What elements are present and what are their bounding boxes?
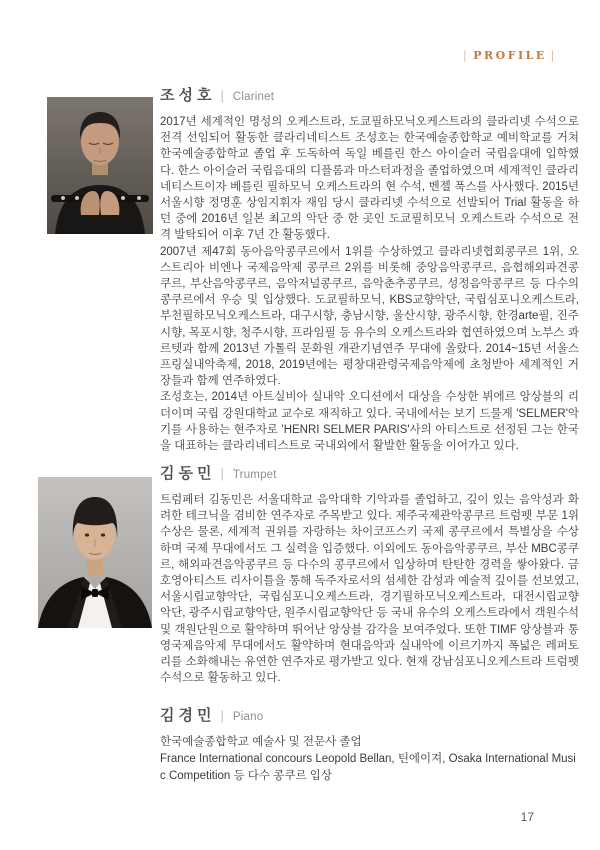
musician-heading: [160, 464, 579, 485]
clarinetist-portrait-photo: [47, 97, 153, 234]
trumpeter-portrait-illustration: [38, 477, 152, 628]
header-bar-right: |: [550, 49, 557, 62]
musician-name: 김경민: [160, 707, 216, 724]
trumpeter-portrait-photo: [38, 477, 152, 628]
musician-heading: [160, 706, 579, 727]
name-separator: |: [220, 88, 224, 103]
name-separator: |: [220, 466, 224, 481]
musician-name: 김동민: [160, 465, 216, 482]
musician-instrument: Trumpet: [232, 469, 277, 481]
header-label-text: PROFILE: [473, 49, 547, 62]
profile-section-pianist: [160, 706, 579, 785]
page-number: 17: [520, 810, 534, 824]
profile-section-trumpeter: [160, 464, 579, 686]
bio-line: France International concours Leopold Bellan, 틴에이져, Osaka International Music Competition 등 다수 콩쿠르 입상: [160, 753, 576, 782]
name-separator: |: [220, 708, 224, 723]
musician-instrument: Piano: [232, 711, 264, 723]
bio-paragraph: 조성호는, 2014년 아트실비아 실내악 오디션에서 대상을 수상한 뷔에르 앙상블의 리더이며 국립 강원대학교 교수로 재직하고 있다. 국내에서는 보기 드물게 'SELMER'악기를 사용하는 현주자로 'HENRI SELMER PARIS'사의 아티스트로 선정된 그는 한국을 대표하는 클라리네티스트로 국내외에서 활발한 활동을 이어가고 있다.: [160, 391, 579, 453]
bio-line: 한국예술종합학교 예술사 및 전문사 졸업: [160, 736, 362, 748]
bio-paragraph: 2007년 제47회 동아음악콩쿠르에서 1위를 수상하였고 클라리넷협회콩쿠르 1위, 오스트리아 비엔나 국제음악제 콩쿠르 2위를 비롯해 중앙음악콩쿠르, 음협해외파견콩쿠르, 부산음악콩쿠르, 음악저널콩쿠르, 음악춘추콩쿠르, 성정음악콩쿠르 등 다수의 콩쿠르에서 우승 및 입상했다. 도쿄필하모닉, KBS교향악단, 국립심포니오케스트라, 부천필하모닉오케스트라, 대구시향, 충남시향, 울산시향, 광주시향, 한경arte필, 진주시향, 목포시향, 청주시향, 프라임필 등 유수의 오케스트라와 협연하였으며 노부스 콰르텟과 함께 2013년 가톨릭 문화원 개관기념연주 무대에 올랐다. 2014~15년 서울스프링실내악축제, 2018, 2019년에는 평창대관령국제음악제에 초청받아 세계적인 거장들과 함께 연주하였다.: [160, 245, 579, 388]
musician-heading: [160, 86, 579, 107]
musician-name: 조성호: [160, 87, 216, 104]
musician-instrument: Clarinet: [232, 91, 275, 103]
profile-header-label: [459, 49, 561, 62]
bio-paragraph: 2017년 세계적인 명성의 오케스트라, 도쿄필하모닉오케스트라의 클라리넷 수석으로 전격 선임되어 활동한 클라리네티스트 조성호는 한국예술종합학교 예비학교를 거쳐 한국예술종합학교 졸업 후 도독하여 독일 베를린 한스 아이슬러 국립음대에 입학했다. 한스 아이슬러 국립음대의 디플롬과 마스터과정을 졸업하였으며 세계적인 클라리네티스트이자 베를린 필하모닉 오케스트라의 현 수석, 벤젤 푹스를 사사했다. 2015년 서울시향 정명훈 상임지휘자 재임 당시 클라리넷 수석으로 선발되어 Trial 활동을 하던 중에 2016년 일본 최고의 악단 중 한 곳인 도쿄필히모닉 오케스트라 수석으로 전격 발탁되어 이후 7년 간 활동했다.: [160, 116, 579, 242]
clarinetist-portrait-illustration: [47, 97, 153, 234]
bio-paragraph: 트럼페터 김동민은 서울대학교 음악대학 기악과를 졸업하고, 깊이 있는 음악성과 화려한 테크닉을 겸비한 연주자로 주목받고 있다. 제주국제관악콩쿠르 트럼펫 부문 1위 수상은 물론, 세계적 권위를 자랑하는 차이코프스키 국제 콩쿠르에서 특별상을 수상하며 국제 무대에서도 그 실력을 입증했다. 이외에도 동아음악콩쿠르, 부산 MBC콩쿠르, 해외파견음악콩쿠르 등 다수의 콩쿠르에서 입상하며 탄탄한 경력을 쌓아왔다. 금호영아티스트 리사이틀을 통해 독주자로서의 섬세한 감성과 예술적 깊이를 선보였고, 서울시립교향악단, 국립심포니오케스트라, 경기필하모닉오케스트라, 대전시립교향악단, 광주시립교향악단, 원주시립교향악단 등 국내 유수의 오케스트라에서 객원수석 및 객원단원으로 활약하며 뛰어난 앙상블 감각을 보여주었다. 또한 TIMF 앙상블과 통영국제음악제 무대에서도 활약하며 현대음악과 실내악에 이르기까지 폭넓은 레퍼토리를 소화해내는 유연한 연주자로 평가받고 있다. 현재 강남심포니오케스트라 트럼펫 수석으로 활동하고 있다.: [160, 494, 579, 685]
header-bar-left: |: [462, 49, 470, 62]
profile-section-clarinetist: [160, 86, 579, 454]
